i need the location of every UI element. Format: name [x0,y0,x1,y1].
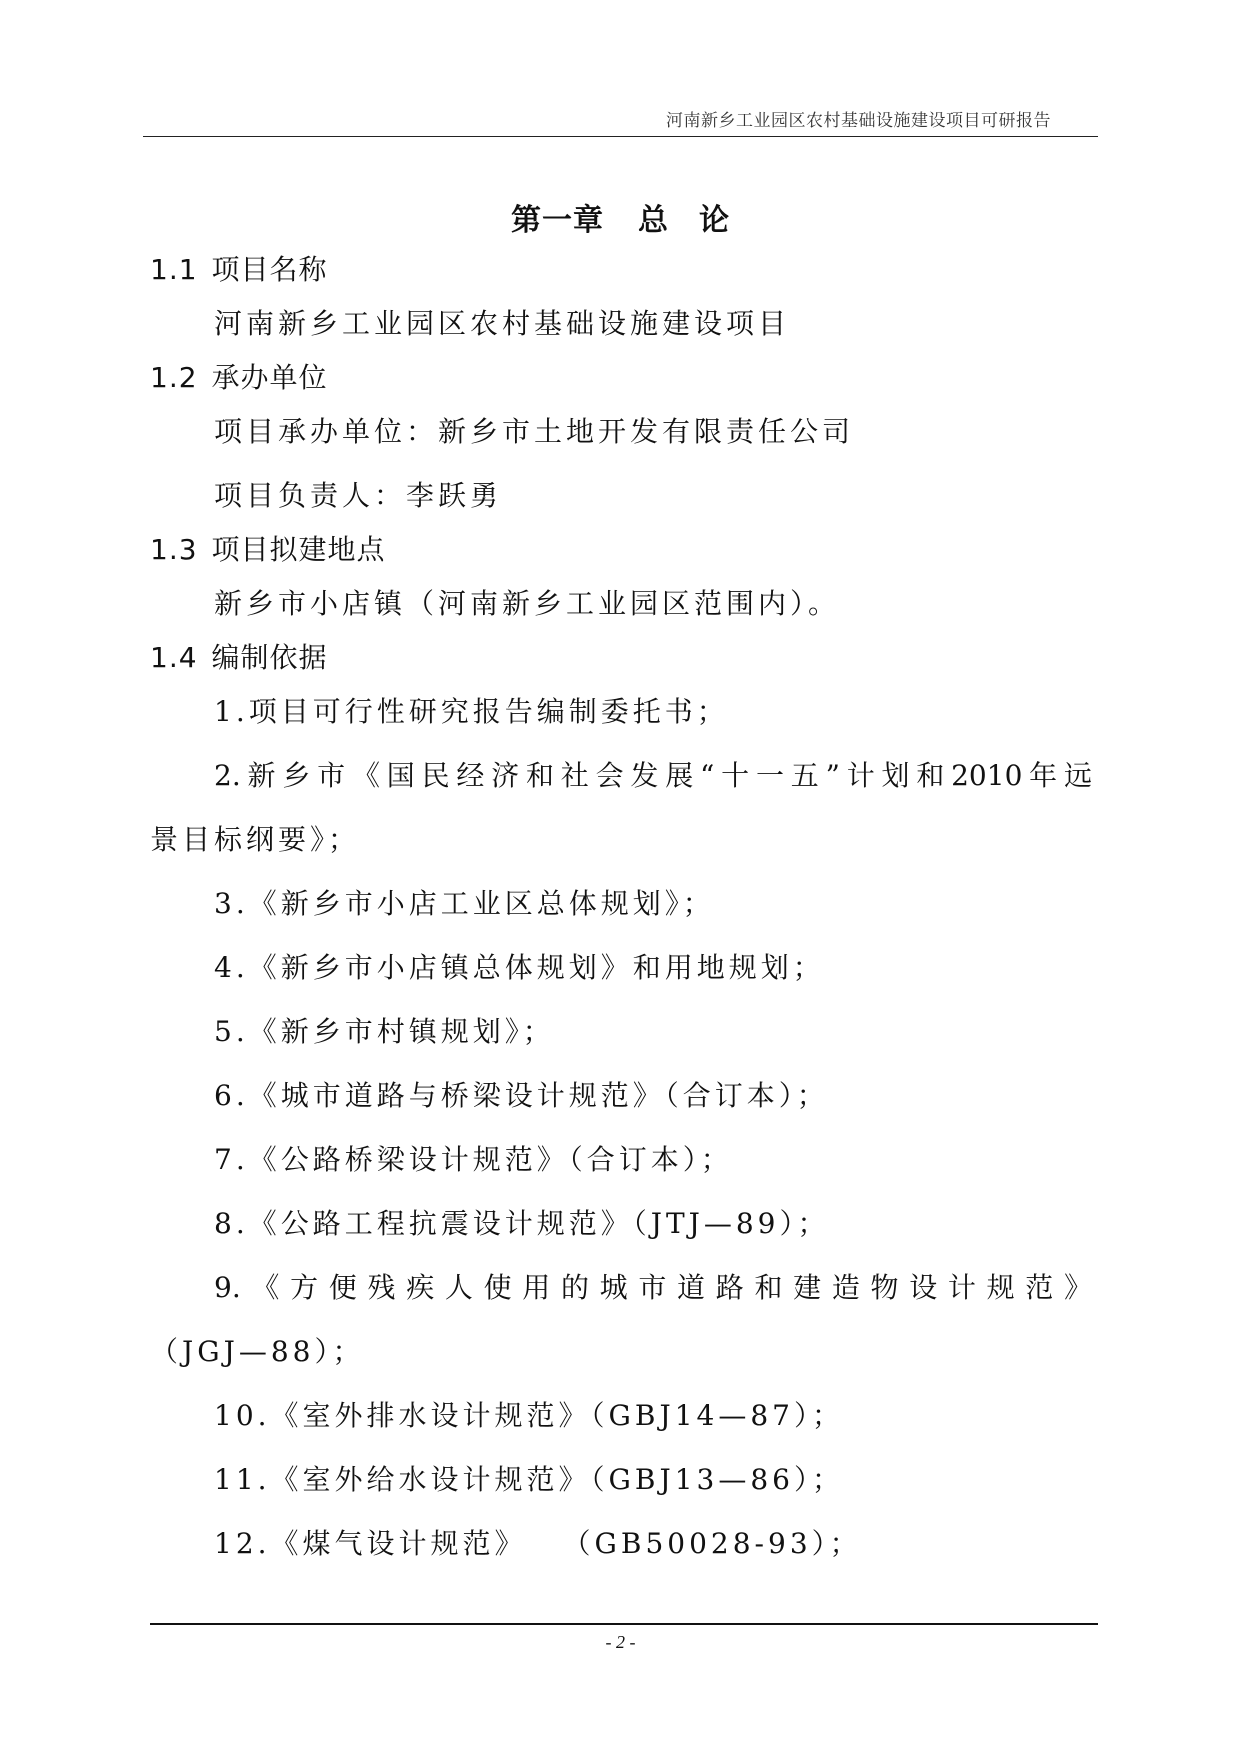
basis-item-12: 12.《煤气设计规范》 （GB50028-93）； [214,1527,862,1560]
project-location-text: 新乡市小店镇（河南新乡工业园区范围内）。 [214,587,841,620]
section-heading-1-2 [150,356,328,396]
project-leader-text: 项目负责人：李跃勇 [214,479,503,512]
section-number: 1.2 [150,361,198,394]
project-name-text: 河南新乡工业园区农村基础设施建设项目 [214,307,791,340]
chapter-title-word-1: 总 [638,203,669,238]
section-heading-1-3 [150,528,386,568]
section-title: 项目拟建地点 [211,533,386,566]
basis-item-1: 1.项目可行性研究报告编制委托书； [214,695,729,728]
basis-item-8: 8.《公路工程抗震设计规范》（JTJ—89）； [214,1207,830,1240]
header-divider [143,136,1098,137]
section-number: 1.1 [150,253,198,286]
footer-divider [150,1623,1098,1625]
basis-item-11: 11.《室外给水设计规范》（GBJ13—86）； [214,1463,844,1496]
basis-item-2: 2.新乡市《国民经济和社会发展“十一五”计划和2010年远 [214,759,1092,792]
section-number: 1.4 [150,641,198,674]
basis-item-3: 3.《新乡市小店工业区总体规划》； [214,887,715,920]
basis-item-10: 10.《室外排水设计规范》（GBJ14—87）； [214,1399,844,1432]
section-heading-1-1 [150,248,328,288]
basis-item-4: 4.《新乡市小店镇总体规划》和用地规划； [214,951,825,984]
chapter-title-word-2: 论 [699,203,730,238]
section-heading-1-4 [150,636,328,676]
section-number: 1.3 [150,533,198,566]
section-title: 承办单位 [211,361,328,394]
basis-item-7: 7.《公路桥梁设计规范》（合订本）； [214,1143,733,1176]
section-title: 编制依据 [211,641,328,674]
basis-item-6: 6.《城市道路与桥梁设计规范》（合订本）； [214,1079,829,1112]
chapter-number: 第一章 [511,203,604,238]
basis-item-9: 9.《方便残疾人使用的城市道路和建造物设计规范》 [214,1271,1092,1304]
page-number: - 2 - [605,1632,636,1652]
undertaking-unit-text: 项目承办单位：新乡市土地开发有限责任公司 [214,415,855,448]
running-header: 河南新乡工业园区农村基础设施建设项目可研报告 [666,111,1051,131]
basis-item-5: 5.《新乡市村镇规划》； [214,1015,555,1048]
basis-item-2-continued: 景目标纲要》； [150,823,361,856]
basis-item-9-continued: （JGJ—88）； [150,1335,365,1368]
chapter-title [0,195,1241,239]
section-title: 项目名称 [211,253,328,286]
